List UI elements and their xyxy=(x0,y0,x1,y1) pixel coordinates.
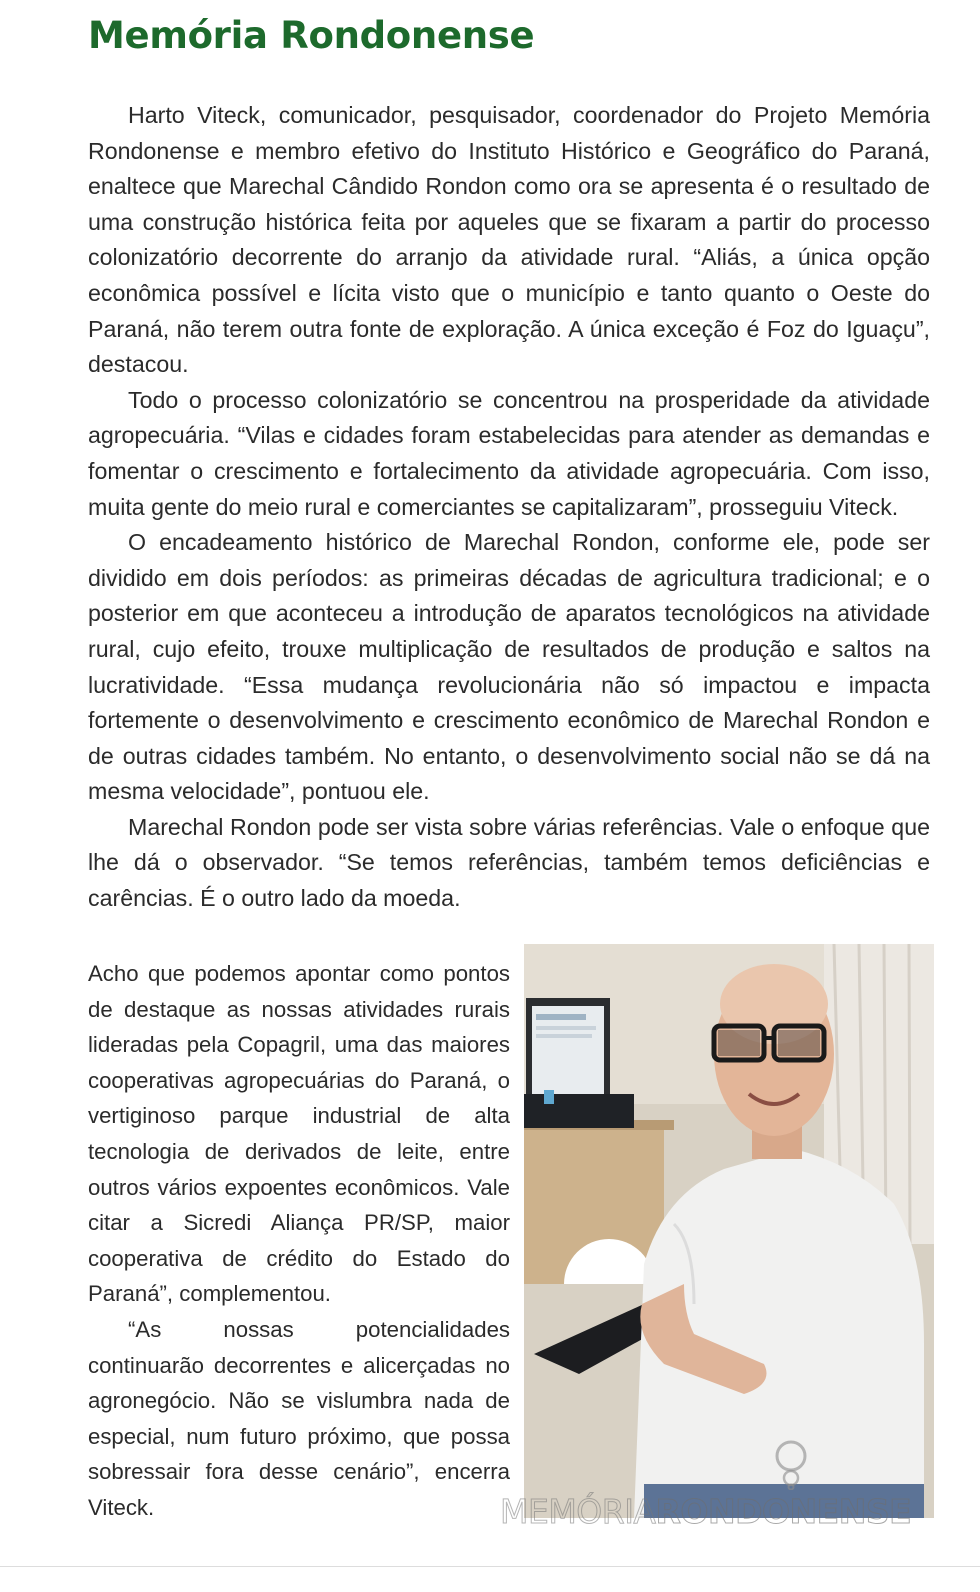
paragraph-highlights: Acho que podemos apontar como pontos de destaque as nossas atividades rurais lideradas pela Copagril, uma das maiores cooperativas agropecuárias do Paraná, o vertiginoso parque industrial de alta tecnologia de derivados de leite, entre outros vários expoentes econômicos. Vale citar a Sicredi Aliança PR/SP, maior cooperativa de crédito do Estado do Paraná”, complementou. xyxy=(88,961,510,1307)
paragraph-colonization: Todo o processo colonizatório se concentrou na prosperidade da atividade agropecuária. “Vilas e cidades foram estabelecidas para atender as demandas e fomentar o crescimento e fortalecimento da atividade agropecuária. Com isso, muita gente do meio rural e comerciantes se capitalizaram”, prosseguiu Viteck. xyxy=(88,386,930,520)
page-bottom-divider xyxy=(0,1566,980,1567)
portrait-photo xyxy=(524,944,934,1518)
article-title: Memória Rondonense xyxy=(88,14,535,57)
paragraph-closing: “As nossas potencialidades continuarão decorrentes e alicerçadas no agronegócio. Não se vislumbra nada de especial, num futuro próximo, que possa sobressair fora desse cenário”, encerra Viteck. xyxy=(88,1316,510,1520)
watermark-logo-icon xyxy=(768,1438,814,1490)
narrow-text-column xyxy=(88,956,510,1526)
article-body xyxy=(88,98,930,917)
portrait-illustration xyxy=(524,944,934,1518)
watermark-bold: RONDONENSE xyxy=(655,1492,912,1531)
watermark-text xyxy=(500,1492,911,1531)
paragraph-intro: Harto Viteck, comunicador, pesquisador, coordenador do Projeto Memória Rondonense e membro efetivo do Instituto Histórico e Geográfico do Paraná, enaltece que Marechal Cândido Rondon como ora se apresenta é o resultado de uma construção histórica feita por aqueles que se fixaram a partir do processo colonizatório decorrente do arranjo da atividade rural. “Aliás, a única opção econômica possível e lícita visto que o município e tanto quanto o Oeste do Paraná, não terem outra fonte de exploração. A única exceção é Foz do Iguaçu”, destacou. xyxy=(88,102,930,378)
watermark-light: MEMÓRIA xyxy=(500,1492,656,1531)
paragraph-references: Marechal Rondon pode ser vista sobre várias referências. Vale o enfoque que lhe dá o observador. “Se temos referências, também temos deficiências e carências. É o outro lado da moeda. xyxy=(88,813,930,912)
paragraph-history: O encadeamento histórico de Marechal Rondon, conforme ele, pode ser dividido em dois períodos: as primeiras décadas de agricultura tradicional; e o posterior em que aconteceu a introdução de aparatos tecnológicos na atividade rural, cujo efeito, trouxe multiplicação de resultados de produção e saltos na lucratividade. “Essa mudança revolucionária não só impactou e impacta fortemente o desenvolvimento e crescimento econômico de Marechal Rondon e de outras cidades também. No entanto, o desenvolvimento social não se dá na mesma velocidade”, pontuou ele. xyxy=(88,529,930,805)
